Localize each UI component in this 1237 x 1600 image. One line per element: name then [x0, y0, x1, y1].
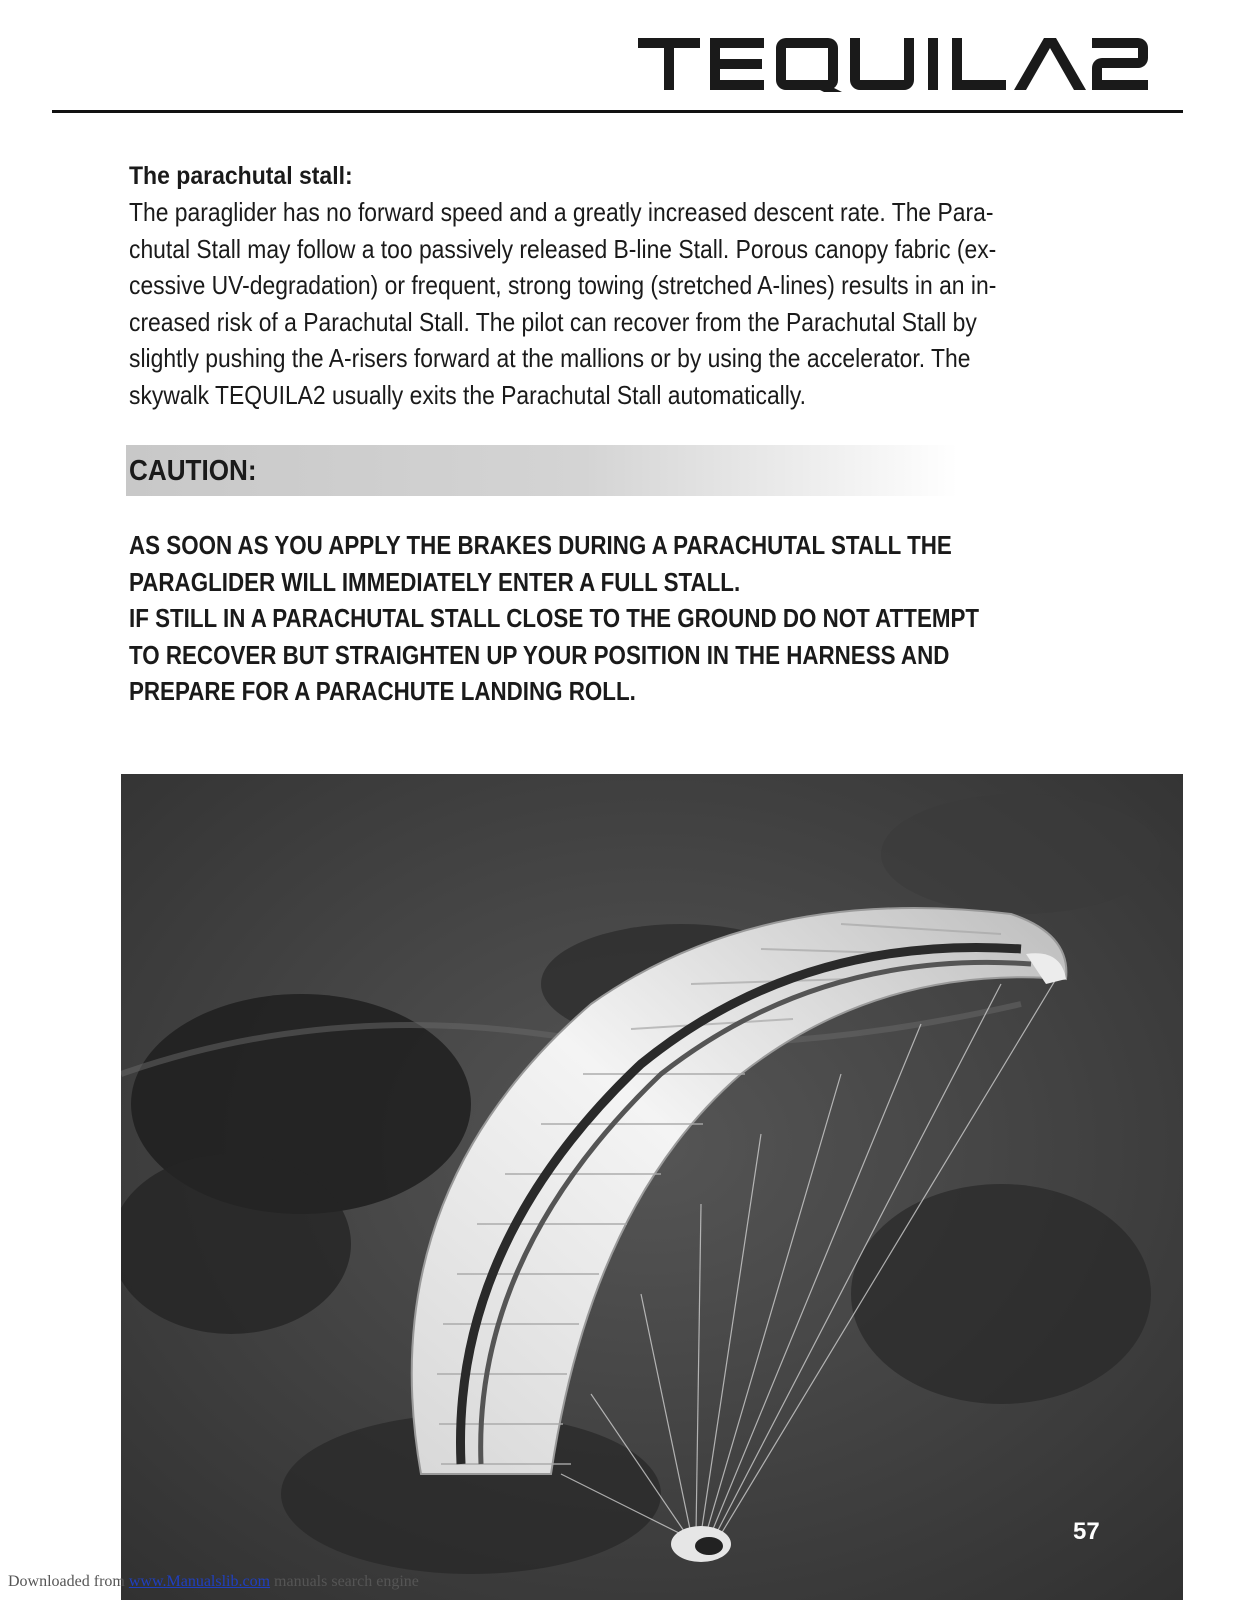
caution-line: AS SOON AS YOU APPLY THE BRAKES DURING A PARACHUTAL STALL THE [129, 530, 952, 560]
caution-line: PREPARE FOR A PARACHUTE LANDING ROLL. [129, 676, 636, 706]
caution-label: CAUTION: [129, 455, 257, 487]
section-parachutal-stall [129, 158, 1089, 413]
manualslib-link[interactable]: www.Manualslib.com [128, 1573, 271, 1590]
download-footer [8, 1573, 419, 1591]
caution-line: PARAGLIDER WILL IMMEDIATELY ENTER A FULL STALL. [129, 566, 741, 597]
paraglider-photo [121, 774, 1183, 1600]
paragraph-line: creased risk of a Parachutal Stall. The pilot can recover from the Parachutal Stall by [129, 306, 977, 337]
footer-suffix: manuals search engine [270, 1573, 419, 1590]
header-rule [52, 110, 1183, 113]
caution-text [129, 527, 1075, 710]
paragraph-line: slightly pushing the A-risers forward at the mallions or by using the accelerator. The [129, 343, 971, 373]
paraglider-image-icon [121, 774, 1183, 1600]
footer-prefix: Downloaded from [8, 1573, 129, 1590]
paragraph-line: chutal Stall may follow a too passively released B-line Stall. Porous canopy fabric (ex- [129, 233, 997, 264]
section-paragraph [129, 194, 1027, 413]
caution-line: IF STILL IN A PARACHUTAL STALL CLOSE TO THE GROUND DO NOT ATTEMPT [129, 603, 980, 633]
caution-line: TO RECOVER BUT STRAIGHTEN UP YOUR POSITION IN THE HARNESS AND [129, 639, 950, 670]
logo-wordmark-icon [638, 36, 1148, 92]
paragraph-line: skywalk TEQUILA2 usually exits the Parachutal Stall automatically. [129, 379, 806, 410]
section-title: The parachutal stall: [129, 162, 353, 190]
tequila2-logo [638, 36, 1148, 92]
paragraph-line: cessive UV-degradation) or frequent, strong towing (stretched A-lines) results in an in- [129, 270, 997, 300]
paragraph-line: The paraglider has no forward speed and a greatly increased descent rate. The Para- [129, 197, 994, 227]
page-number: 57 [1073, 1518, 1100, 1545]
